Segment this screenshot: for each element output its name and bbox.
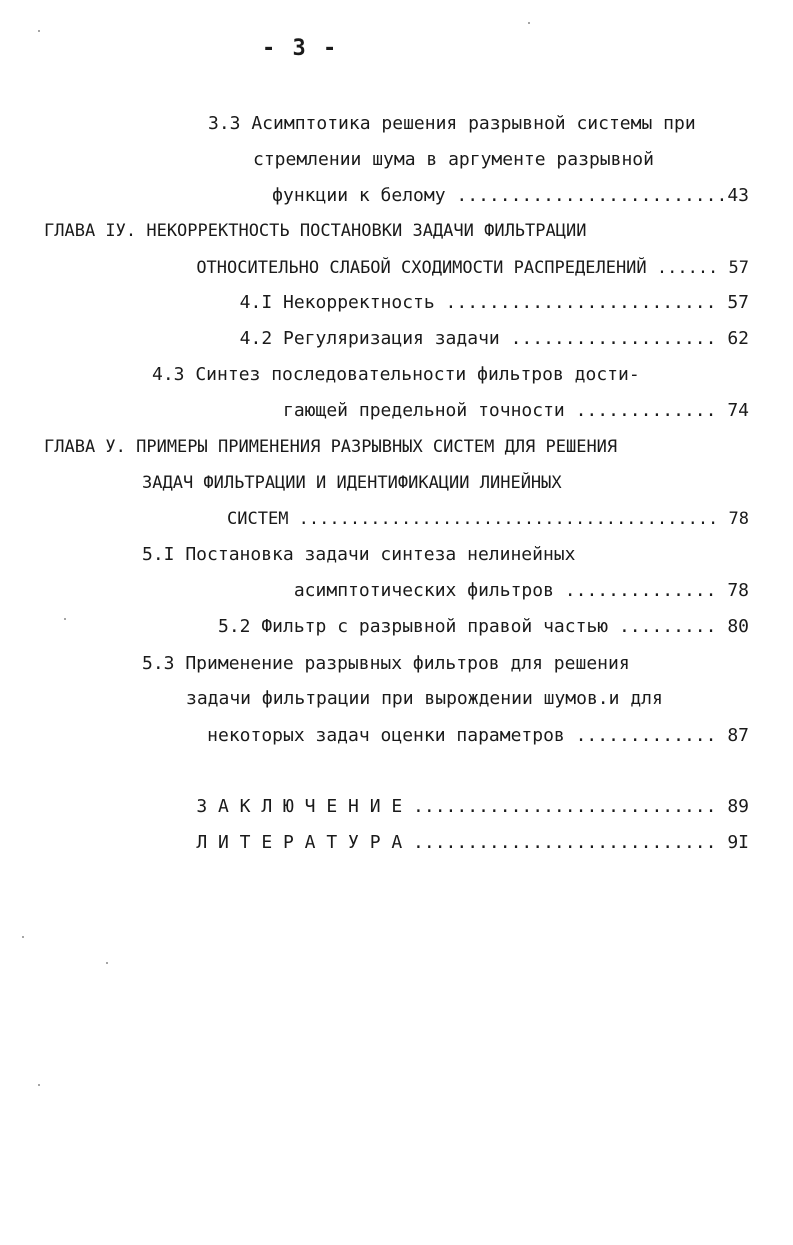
toc-entry-4-1: 4.I Некорректность ......................... 57 (239, 292, 749, 313)
toc-entry-3-3-line-1: 3.3 Асимптотика решения разрывной системы при (208, 113, 696, 134)
toc-entry-references: Л И Т Е Р А Т У Р А ............................ 9I (196, 832, 749, 853)
chapter-5-heading-line-1: ГЛАВА У. ПРИМЕРЫ ПРИМЕНЕНИЯ РАЗРЫВНЫХ СИСТЕМ ДЛЯ РЕШЕНИЯ (44, 437, 618, 457)
chapter-4-heading-line-2: ОТНОСИТЕЛЬНО СЛАБОЙ СХОДИМОСТИ РАСПРЕДЕЛЕНИЙ ...... 57 (196, 258, 749, 278)
chapter-4-heading-line-1: ГЛАВА IУ. НЕКОРРЕКТНОСТЬ ПОСТАНОВКИ ЗАДАЧИ ФИЛЬТРАЦИИ (44, 221, 587, 241)
toc-entry-5-3-line-2: задачи фильтрации при вырождении шумов.и для (186, 688, 663, 709)
toc-entry-conclusion: З А К Л Ю Ч Е Н И Е ............................ 89 (196, 796, 749, 817)
page-number: - 3 - (262, 36, 339, 61)
scan-speck (38, 30, 40, 32)
toc-entry-5-2: 5.2 Фильтр с разрывной правой частью ......... 80 (217, 616, 749, 637)
toc-entry-3-3-line-3: функции к белому .........................43 (272, 185, 749, 206)
chapter-5-heading-line-2: ЗАДАЧ ФИЛЬТРАЦИИ И ИДЕНТИФИКАЦИИ ЛИНЕЙНЫХ (142, 473, 562, 493)
toc-entry-5-1-line-2: асимптотических фильтров .............. 78 (293, 580, 749, 601)
toc-entry-4-3-line-2: гающей предельной точности ............. 74 (283, 400, 749, 421)
scan-speck (38, 1084, 40, 1086)
scan-speck (64, 618, 66, 620)
chapter-5-heading-line-3: СИСТЕМ ......................................... 78 (227, 509, 749, 529)
toc-entry-3-3-line-2: стремлении шума в аргументе разрывной (253, 149, 654, 170)
toc-entry-4-3-line-1: 4.3 Синтез последовательности фильтров дости- (152, 364, 640, 385)
scan-speck (22, 936, 24, 938)
scan-speck (106, 962, 108, 964)
toc-entry-5-3-line-1: 5.3 Применение разрывных фильтров для решения (142, 653, 630, 674)
toc-entry-5-1-line-1: 5.I Постановка задачи синтеза нелинейных (142, 544, 576, 565)
toc-entry-5-3-line-3: некоторых задач оценки параметров ............. 87 (207, 725, 749, 746)
toc-entry-4-2: 4.2 Регуляризация задачи ................... 62 (239, 328, 749, 349)
scan-speck (528, 22, 530, 24)
